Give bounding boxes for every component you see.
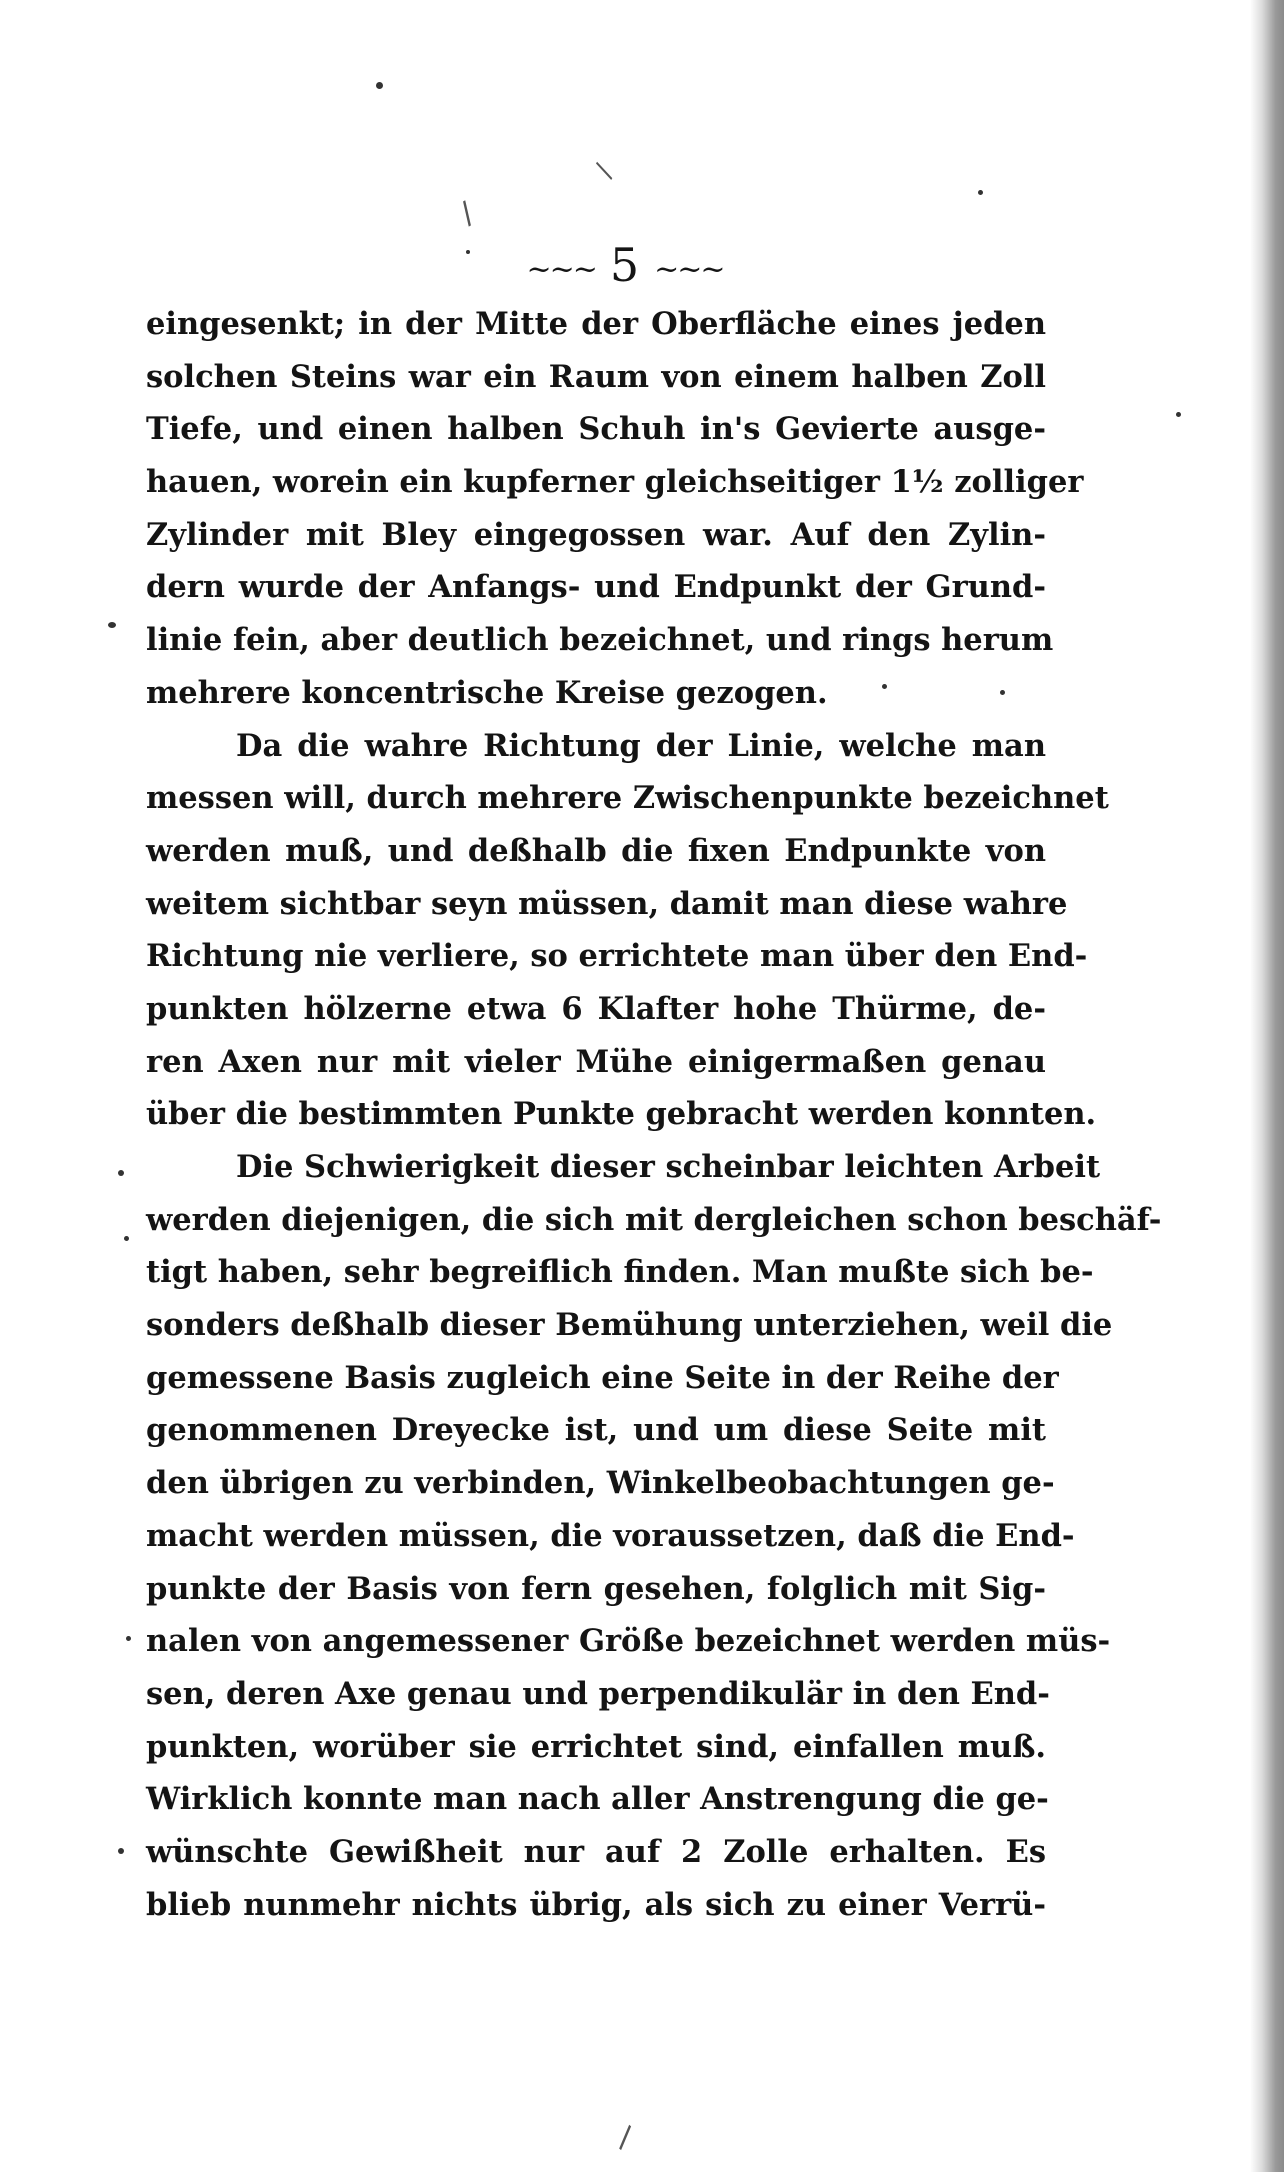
text-line: eingesenkt; in der Mitte der Oberfläche eines jeden — [146, 306, 1046, 342]
text-line: wünschte Gewißheit nur auf 2 Zolle erhalten. Es — [146, 1833, 1046, 1870]
text-line: tigt haben, sehr begreiflich finden. Man mußte sich be- — [146, 1254, 1094, 1291]
text-line: sen, deren Axe genau und perpendikulär in den End- — [146, 1675, 1050, 1712]
scan-speck — [124, 1236, 129, 1241]
text-line: über die bestimmten Punkte gebracht werden konnten. — [146, 1096, 1097, 1133]
text-line: Richtung nie verliere, so errichtete man über den End- — [146, 938, 1088, 975]
scan-scratch: / — [453, 195, 481, 232]
text-line: Da die wahre Richtung der Linie, welche man — [236, 727, 1046, 764]
text-line: weitem sichtbar seyn müssen, damit man diese wahre — [146, 885, 1068, 922]
text-line: messen will, durch mehrere Zwischenpunkte bezeichnet — [146, 780, 1109, 817]
text-line: Die Schwierigkeit dieser scheinbar leichten Arbeit — [236, 1149, 1101, 1185]
text-line: werden muß, und deßhalb die fixen Endpunkte von — [146, 832, 1046, 869]
text-line: blieb nunmehr nichts übrig, als sich zu einer Verrü- — [146, 1886, 1046, 1923]
text-line: Tiefe, und einen halben Schuh in's Gevierte ausge- — [146, 411, 1046, 448]
text-line: genommenen Dreyecke ist, und um diese Seite mit — [146, 1412, 1046, 1449]
text-line: dern wurde der Anfangs- und Endpunkt der Grund- — [146, 569, 1046, 606]
page-number-header — [0, 238, 1250, 292]
text-line: punkte der Basis von fern gesehen, folglich mit Sig- — [146, 1570, 1046, 1607]
scan-speck — [118, 1170, 124, 1176]
text-line: punkten hölzerne etwa 6 Klafter hohe Thürme, de- — [146, 990, 1046, 1027]
text-line: Wirklich konnte man nach aller Anstrengung die ge- — [146, 1781, 1049, 1818]
ornament-right: ~~~ — [654, 251, 724, 287]
text-line: nalen von angemessener Größe bezeichnet werden müs- — [146, 1623, 1111, 1660]
text-line: ren Axen nur mit vieler Mühe einigermaßen genau — [146, 1043, 1046, 1080]
scan-speck — [126, 1636, 131, 1641]
scan-speck — [376, 82, 383, 89]
text-line: den übrigen zu verbinden, Winkelbeobachtungen ge- — [146, 1465, 1055, 1502]
ornament-left: ~~~ — [526, 251, 596, 287]
text-line: sonders deßhalb dieser Bemühung unterziehen, weil die — [146, 1307, 1113, 1344]
text-line: Zylinder mit Bley eingegossen war. Auf den Zylin- — [146, 516, 1046, 553]
scan-speck — [118, 1848, 124, 1854]
scan-speck — [978, 190, 983, 195]
body-text — [146, 298, 1162, 1931]
text-line: hauen, worein ein kupferner gleichseitiger 1½ zolliger — [146, 464, 1084, 501]
scan-speck — [1176, 412, 1181, 417]
scan-scratch: / — [589, 159, 620, 183]
page-number: 5 — [609, 238, 641, 292]
text-line: linie fein, aber deutlich bezeichnet, und rings herum — [146, 622, 1054, 659]
text-line: mehrere koncentrische Kreise gezogen. — [146, 674, 828, 711]
text-line: macht werden müssen, die voraussetzen, daß die End- — [146, 1517, 1075, 1554]
text-line: werden diejenigen, die sich mit dergleichen schon beschäf- — [146, 1201, 1162, 1238]
scan-speck — [108, 622, 116, 628]
page-edge-shadow — [1250, 0, 1284, 2172]
text-line: solchen Steins war ein Raum von einem halben Zoll — [146, 358, 1046, 395]
text-line: gemessene Basis zugleich eine Seite in der Reihe der — [146, 1359, 1059, 1396]
scan-scratch: \ — [609, 2120, 641, 2155]
text-line: punkten, worüber sie errichtet sind, einfallen muß. — [146, 1728, 1046, 1765]
